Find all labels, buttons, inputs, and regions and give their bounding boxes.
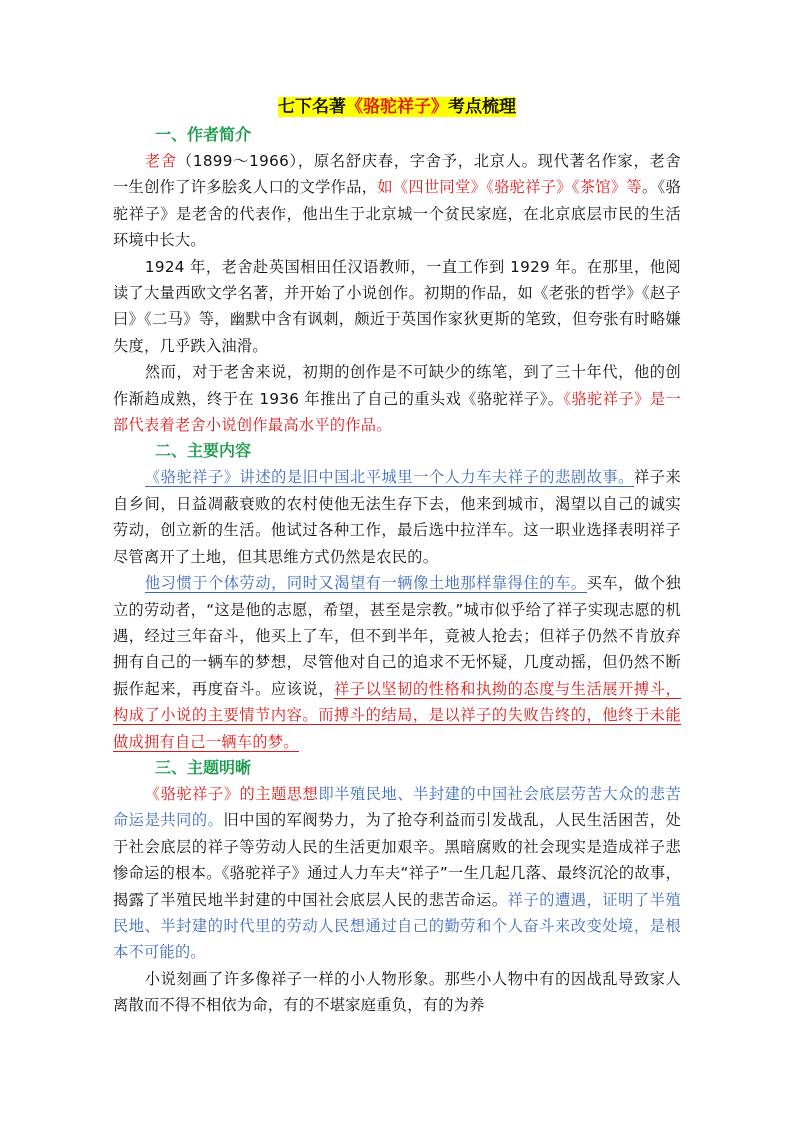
- paragraph-maturity: [113, 359, 681, 438]
- title-book-name: 《骆驼祥子》: [346, 97, 448, 117]
- section-heading-content: 二、主要内容: [155, 441, 252, 461]
- fate-highlight: 祥子的遭遇，证明了半殖民地、半封建的时代里的劳动人民想通过自己的勤劳和个人奋斗来改变处境，是根本不可能的。: [113, 890, 682, 962]
- theme-highlight: 即半殖民地、半封建的中国社会底层劳苦大众的悲苦命运是共同的。: [113, 784, 681, 830]
- paragraph-story: [113, 464, 681, 570]
- section-heading-author: 一、作者简介: [155, 125, 252, 144]
- text-span: 然而，对于老舍来说，初期的创作是不可缺少的练笔，到了三十年代，他的创作渐趋成熟，终于在 1936 年推出了自己的重头戏《骆驼祥子》。: [113, 363, 681, 408]
- paragraph-author-intro: [113, 148, 681, 254]
- story-highlight: 《骆驼祥子》讲述的是旧中国北平城里一个人力车夫祥子的悲剧故事。: [144, 468, 634, 487]
- paragraph-characters: 小说刻画了许多像祥子一样的小人物形象。那些小人物中有的因战乱导致家人离散而不得不相依为命，有的不堪家庭重负，有的为养: [113, 969, 681, 1015]
- section-heading-theme: 三、主题明晰: [155, 757, 252, 777]
- document-title: [113, 94, 681, 120]
- document-page: [113, 94, 681, 1019]
- paragraph-england: 1924 年，老舍赴英国相田任汉语教师，一直工作到 1929 年。在那里，他阅读了大量西欧文学名著，并开始了小说创作。初期的作品，如《老张的哲学》《赵子曰》《二马》等，幽默中含有讽刺，颇近于英国作家狄更斯的笔致，但夸张有时略嫌失度，几乎跌入油滑。: [113, 257, 681, 355]
- plot-highlight: 祥子以坚韧的性格和执拗的态度与生活展开搏斗，构成了小说的主要情节内容。而搏斗的结局，是以祥子的失败告终的，他终于未能做成拥有自己一辆车的梦。: [113, 679, 681, 751]
- author-name: 老舍: [144, 152, 177, 170]
- works-highlight: 如《四世同堂》《骆驼祥子》《茶馆》等: [377, 178, 642, 197]
- text-span: （1899～1966），原名舒庆春，字舍予，北京人。现代著名作家，老舍一生创作了许多脍炙人口的文学作品，: [113, 152, 681, 197]
- text-span: 买车，做个独立的劳动者，“这是他的志愿，希望，甚至是宗教。”城市似乎给了祥子实现志愿的机遇，经过三年奋斗，他买上了车，但不到半年，竟被人抢去；但祥子仍然不肯放弃拥有自己的一辆车的梦想，尽管他对自己的追求不无怀疑，几度动摇，但仍然不断振作起来，再度奋斗。应该说，: [113, 574, 681, 698]
- paragraph-theme: [113, 781, 681, 966]
- text-span: 旧中国的军阀势力，为了抢夺利益而引发战乱，人民生活困苦，处于社会底层的祥子等劳动人民的生活更加艰辛。黑暗腐败的社会现实是造成祥子悲惨命运的根本。《骆驼祥子》通过人力车夫“祥子”一生几起几落、最终沉沦的故事，揭露了半殖民地半封建的中国社会底层人民的悲苦命运。: [113, 811, 681, 909]
- title-highlight: 七下名著: [278, 97, 346, 117]
- title-suffix: 考点梳理: [448, 97, 516, 117]
- habit-highlight: 他习惯于个体劳动，同时又渴望有一辆像土地那样靠得住的车。: [144, 574, 587, 593]
- masterpiece-highlight: 《骆驼祥子》是一部代表着老舍小说创作最高水平的作品。: [113, 389, 681, 435]
- theme-label: 《骆驼祥子》的主题思想: [144, 784, 319, 803]
- paragraph-struggle: [113, 570, 681, 755]
- text-span: 祥子来自乡间，日益凋蔽衰败的农村使他无法生存下去，他来到城市，渴望以自己的诚实劳动，创立新的生活。他试过各种工作，最后选中拉洋车。这一职业选择表明祥子尽管离开了土地，但其思维方式仍然是农民的。: [113, 468, 681, 566]
- text-span: 。《骆驼祥子》是老舍的代表作，他出生于北京城一个贫民家庭，在北京底层市民的生活环境中长大。: [113, 178, 681, 250]
